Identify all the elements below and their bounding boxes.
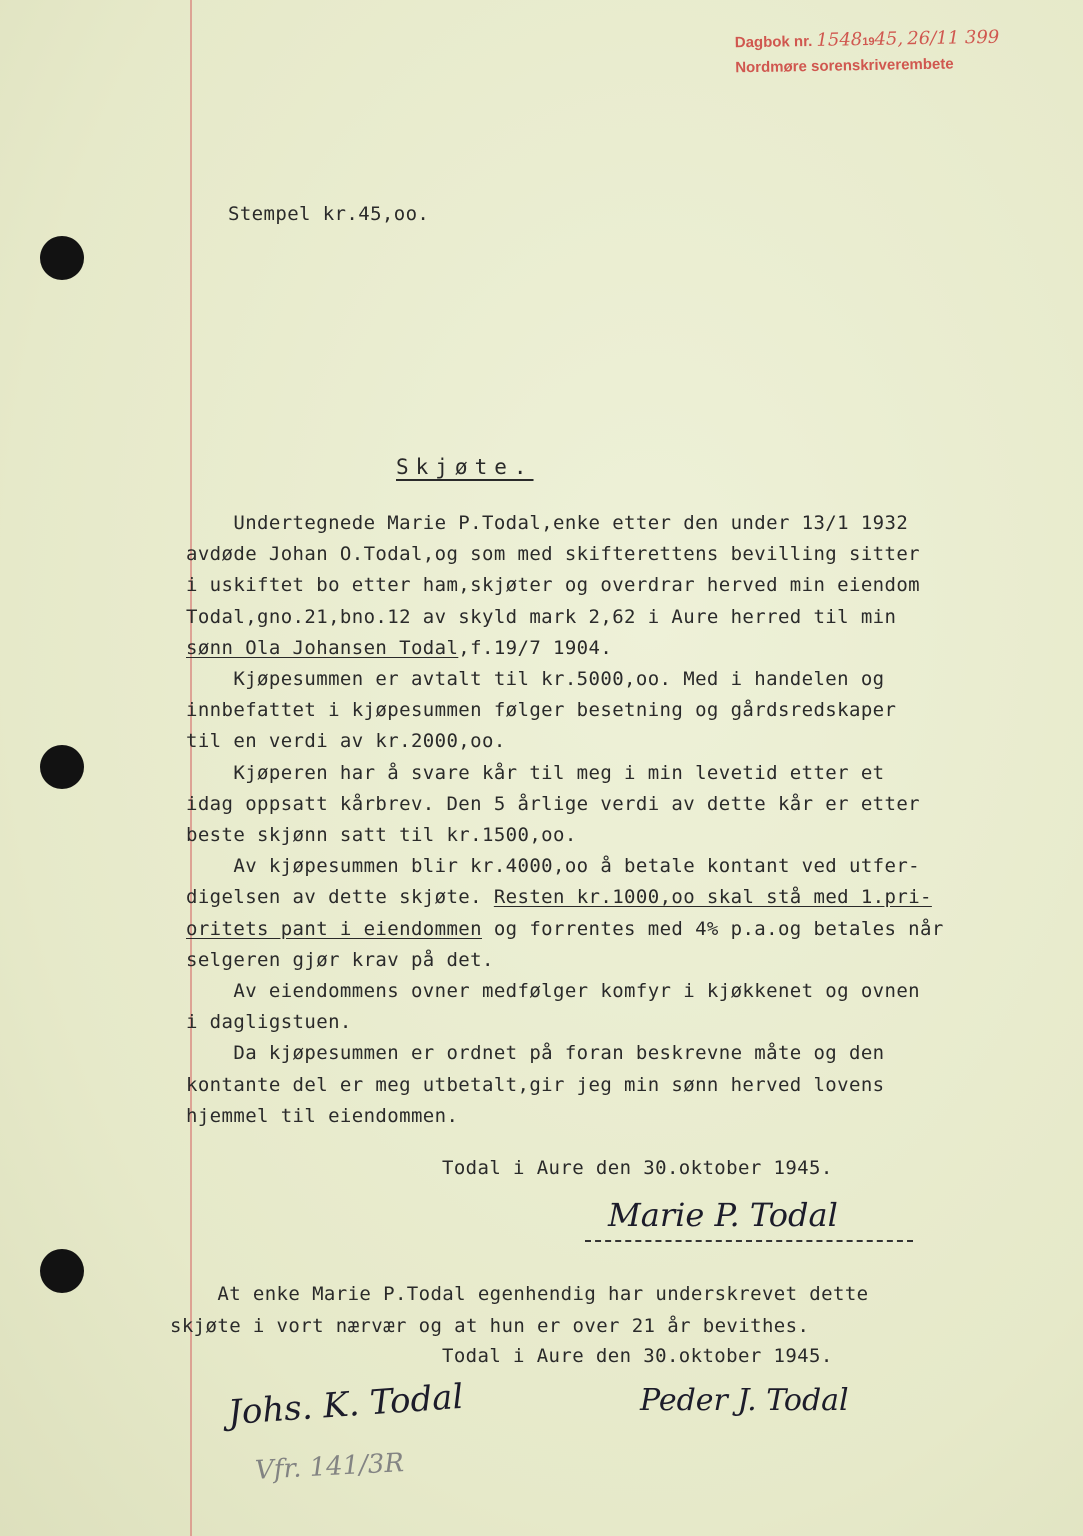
punch-hole-middle [40,745,84,789]
body-line: selgeren gjør krav på det. [186,948,494,971]
signature-underline [585,1240,913,1242]
stamp-line-1: Dagbok nr. 15481945, 26/11 399 [734,26,1000,52]
underlined-phrase: Resten kr.1000,oo skal stå med 1.pri- [493,886,932,909]
body-line: kontante del er meg utbetalt,gir jeg min sønn herved lovens [186,1073,885,1096]
place-date-2: Todal i Aure den 30.oktober 1945. [442,1345,833,1367]
underlined-phrase: oritets pant i eiendommen [186,917,482,940]
body-line: hjemmel til eiendommen. [186,1104,459,1127]
punch-hole-top [40,236,84,280]
registry-stamp [735,26,1000,81]
place-date-1: Todal i Aure den 30.oktober 1945. [442,1157,833,1179]
signature-marie: Marie P. Todal [608,1196,838,1234]
witness-signature-1: Johs. K. Todal [226,1376,465,1434]
body-line: oritets pant i eiendommen og forrentes med 4% p.a.og betales når [186,917,944,940]
body-line: digelsen av dette skjøte. Resten kr.1000,oo skal stå med 1.pri- [186,886,932,909]
witness-line: At enke Marie P.Todal egenhendig har underskrevet dette [170,1283,869,1305]
body-line: i uskiftet bo etter ham,skjøter og overdrar herved min eiendom [186,574,921,597]
witness-signature-2: Peder J. Todal [640,1383,849,1418]
body-line: i dagligstuen. [186,1011,352,1034]
underlined-phrase: sønn Ola Johansen Todal [186,636,459,659]
body-line: avdøde Johan O.Todal,og som med skifterettens bevilling sitter [186,543,921,566]
punch-hole-bottom [40,1249,84,1293]
stamp-line-2: Nordmøre sorenskriverembete [735,55,954,77]
body-line: sønn Ola Johansen Todal,f.19/7 1904. [186,636,613,659]
body-line: Av eiendommens ovner medfølger komfyr i kjøkkenet og ovnen [186,980,921,1002]
body-line: Av kjøpesummen blir kr.4000,oo å betale kontant ved utfer- [186,855,921,878]
body-line: Kjøpesummen er avtalt til kr.5000,oo. Med i handelen og [186,668,885,690]
body-line: Todal,gno.21,bno.12 av skyld mark 2,62 i Aure herred til min [186,605,897,628]
stempel-line: Stempel kr.45,oo. [228,203,430,225]
body-line: Da kjøpesummen er ordnet på foran beskrevne måte og den [186,1042,885,1065]
witness-line: skjøte i vort nærvær og at hun er over 21 år bevithes. [170,1314,810,1337]
body-line: til en verdi av kr.2000,oo. [186,730,506,753]
body-line: Kjøperen har å svare kår til meg i min levetid etter et [186,761,885,784]
document-title: Skjøte. [396,455,534,479]
body-line: beste skjønn satt til kr.1500,oo. [186,824,577,846]
body-line: innbefattet i kjøpesummen følger besetning og gårdsredskaper [186,699,897,722]
margin-note: Vfr. 141/3R [254,1448,405,1486]
body-line: idag oppsatt kårbrev. Den 5 årlige verdi av dette kår er etter [186,792,921,815]
body-line: Undertegnede Marie P.Todal,enke etter den under 13/1 1932 [186,512,909,534]
